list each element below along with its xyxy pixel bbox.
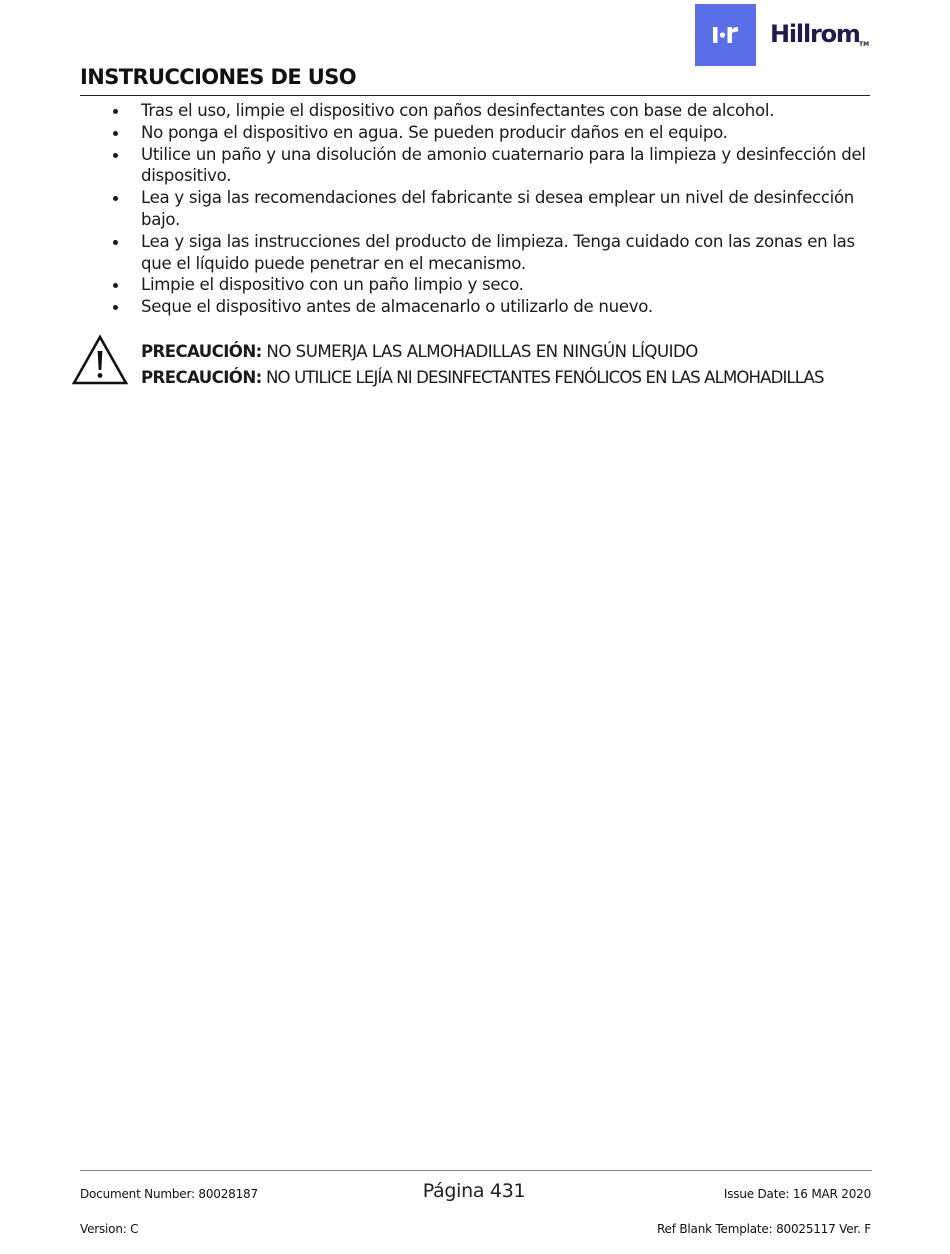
hillrom-wordmark: Hillrom — [770, 20, 860, 48]
trademark-mark: TM — [859, 41, 870, 48]
page-number: Página 431 — [422, 1180, 526, 1202]
list-item — [80, 231, 870, 275]
caution-text: NO UTILICE LEJÍA NI DESINFECTANTES FENÓLICOS EN LAS ALMOHADILLAS — [266, 368, 824, 387]
warning-triangle-icon — [71, 334, 129, 386]
list-item-text: Limpie el dispositivo con un paño limpio y seco. — [141, 275, 524, 295]
section-title: INSTRUCCIONES DE USO — [80, 65, 357, 89]
bullet-icon — [113, 240, 118, 245]
bullet-icon — [113, 109, 118, 114]
bullet-icon — [113, 153, 118, 158]
hillrom-logo — [695, 4, 875, 66]
list-item — [80, 187, 870, 231]
document-number: Document Number: 80028187 — [80, 1187, 258, 1201]
ref-blank-template: Ref Blank Template: 80025117 Ver. F — [656, 1222, 871, 1236]
caution-text: NO SUMERJA LAS ALMOHADILLAS EN NINGÚN LÍQUIDO — [266, 342, 698, 361]
hillrom-logo-mark-icon — [695, 4, 756, 66]
list-item — [80, 144, 870, 188]
bullet-icon — [113, 283, 118, 288]
list-item-text: Tras el uso, limpie el dispositivo con paños desinfectantes con base de alcohol. — [141, 101, 775, 120]
issue-date: Issue Date: 16 MAR 2020 — [723, 1187, 871, 1201]
list-item — [80, 274, 870, 296]
caution-label: PRECAUCIÓN: — [141, 368, 262, 387]
bullet-icon — [113, 131, 118, 136]
list-item-text: Lea y siga las instrucciones del producto de limpieza. Tenga cuidado con las zonas en las que el líquido puede penetrar en el mecanismo. — [141, 231, 855, 273]
footer-divider — [80, 1170, 872, 1171]
list-item-text: Seque el dispositivo antes de almacenarlo o utilizarlo de nuevo. — [141, 297, 653, 317]
caution-statement — [141, 341, 698, 363]
title-divider — [80, 95, 870, 96]
caution-statement — [141, 367, 824, 389]
list-item — [80, 100, 870, 122]
list-item-text: Lea y siga las recomendaciones del fabricante si desea emplear un nivel de desinfección bajo. — [141, 188, 855, 229]
list-item — [80, 296, 870, 318]
version: Version: C — [80, 1222, 139, 1236]
list-item-text: No ponga el dispositivo en agua. Se pueden producir daños en el equipo. — [141, 122, 728, 142]
bullet-icon — [113, 196, 118, 201]
instructions-list — [80, 100, 870, 318]
bullet-icon — [113, 305, 118, 310]
caution-label: PRECAUCIÓN: — [141, 342, 262, 361]
list-item — [80, 122, 870, 144]
list-item-text: Utilice un paño y una disolución de amonio cuaternario para la limpieza y desinfección del dispositivo. — [141, 144, 866, 186]
